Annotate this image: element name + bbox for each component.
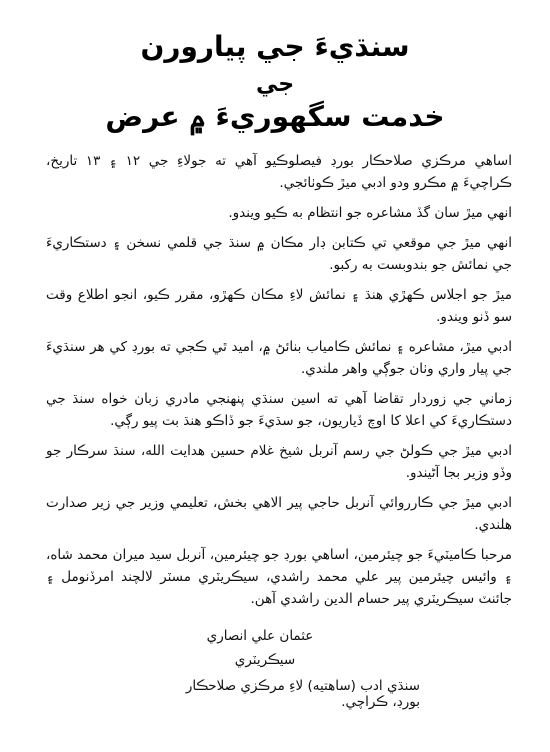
signature-organization: سنڌي ادب (ساهتيه) لاءِ مرڪزي صلاحڪار بورڊ، ڪراچي. [185, 678, 420, 710]
signature-title: سيڪريٽري [234, 652, 296, 668]
body-text [46, 150, 512, 618]
paragraph-2: انهي ميڙ سان گڏ مشاعره جو انتظام به ڪيو ويندو. [228, 205, 512, 221]
paragraph-3: انهي ميڙ جي موقعي تي ڪتابن ڊار مڪان ۾ سنڌ جي قلمي نسخن ۽ دستڪاريءَ جي نمائش جو بندوبست به رکبو. [46, 235, 512, 273]
paragraph-6: زماني جي زوردار تقاضا آهي ته اسين سنڌي پنهنجي مادري زبان خواه سنڌ جي دستڪاريءَ کي اعلا کا اوچ ڏياريون، جو سڌيءَ جو ڏاڪو هنڌ بت پيو رڳي. [46, 391, 512, 429]
paragraph-1: اساهي مرڪزي صلاحڪار بورڊ فيصلوڪيو آهي ته جولاءِ جي ١٢ ۽ ١٣ تاريخ، ڪراچيءَ ۾ مڪرو ودو ادبي ميڙ ڪوٺائجي. [46, 153, 512, 191]
paragraph-9: مرحبا ڪاميٽيءَ جو چيئرمين، اساهي بورڊ جو چيئرمين، آنربل سيد ميران محمد شاه، ۽ وائيس چيئرمين پير علي محمد راشدي، سيڪريٽري مسٽر لالچند امرڏنومل ۽ جائنٽ سيڪريٽري پير حسام الدين راشدي آهن. [46, 547, 512, 607]
paragraph-4: ميڙ جو اجلاس ڪهڙي هنڌ ۽ نمائش لاءِ مڪان ڪهڙو، مقرر ڪيو، انجو اطلاع وقت سو ڏنو ويندو. [46, 287, 512, 325]
heading-line-3: خدمت سگهوريءَ ۾ عرض [105, 100, 445, 133]
paragraph-5: ادبي ميڙ، مشاعره ۽ نمائش ڪامياب بنائڻ ۾، اميد ٿي ڪجي ته بورڊ کي هر سنڌيءَ جي پيار واري وٺان جوڳي واهر ملندي. [46, 339, 512, 377]
paragraph-7: ادبي ميڙ جي ڪولڻ جي رسم آنربل شيخ غلام حسين هدايت الله، سنڌ سرڪار جو وڏو وزير بجا آڻيندو. [46, 443, 512, 481]
heading-line-2: جي [255, 72, 295, 97]
signature-name: عثمان علي انصاري [206, 628, 314, 644]
paragraph-8: ادبي ميڙ جي ڪارروائي آنربل حاجي پير الاهي بخش، تعليمي وزير جي زير صدارت هلندي. [46, 495, 512, 533]
heading-line-1: سنڌيءَ جي پيارورن [140, 30, 410, 63]
